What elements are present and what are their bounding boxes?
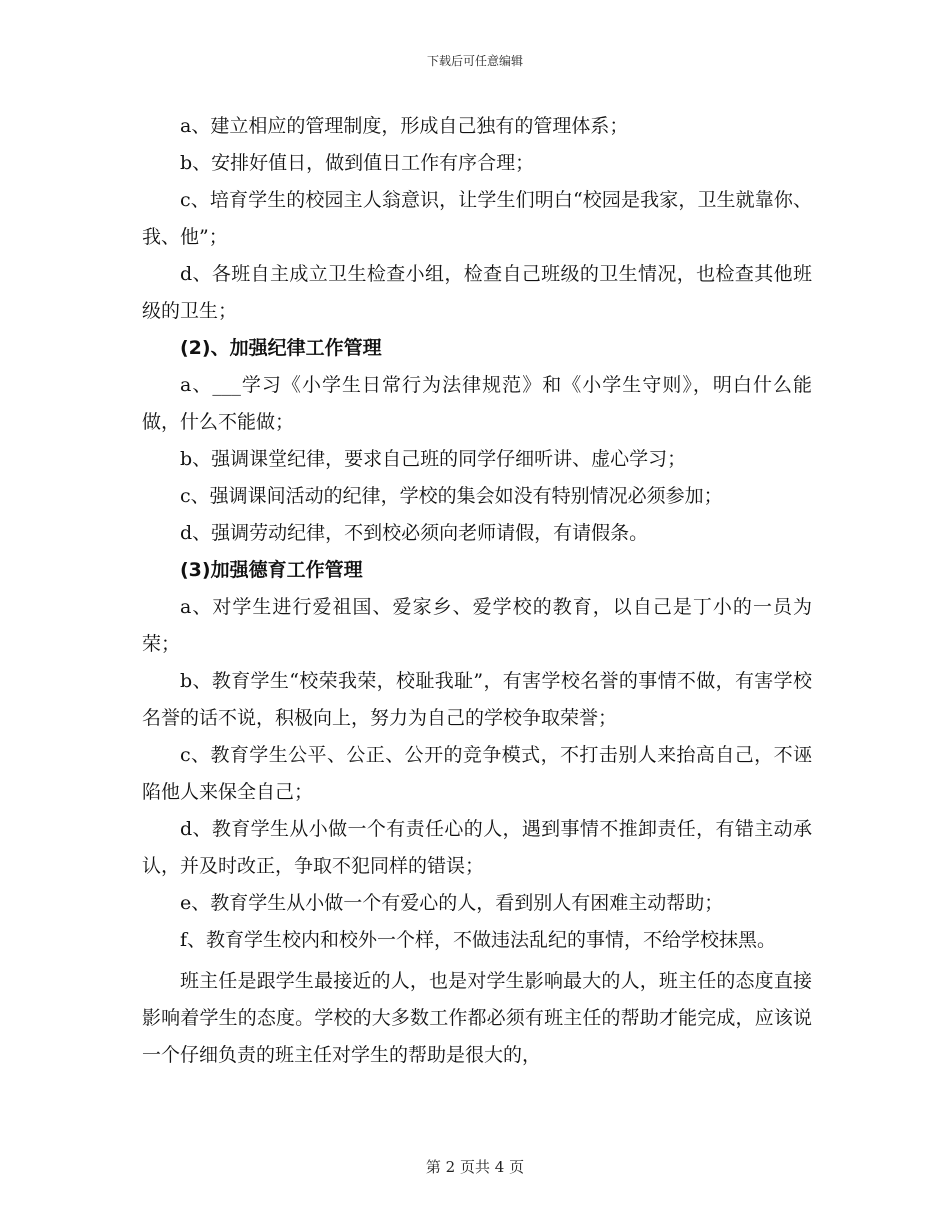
section-heading-moral: (3)加强德育工作管理 [180, 559, 363, 581]
paragraph-moral-b: b、教育学生“校荣我荣，校耻我耻”，有害学校名誉的事情不做，有害学校名誉的话不说，积极向上，努力为自己的学校争取荣誉； [142, 670, 812, 729]
paragraph-sanitation-d: d、各班自主成立卫生检查小组，检查自己班级的卫生情况，也检查其他班级的卫生； [142, 263, 812, 322]
paragraph-moral-f: f、教育学生校内和校外一个样，不做违法乱纪的事情，不给学校抹黑。 [180, 929, 777, 951]
paragraph-sanitation-b: b、安排好值日，做到值日工作有序合理； [180, 152, 535, 174]
paragraph-sanitation-c: c、培育学生的校园主人翁意识，让学生们明白“校园是我家，卫生就靠你、我、他”； [142, 189, 812, 248]
page-number-footer: 第 2 页共 4 页 [425, 1158, 525, 1176]
section-heading-discipline: (2)、加强纪律工作管理 [180, 337, 382, 359]
page-header: 下载后可任意编辑 [426, 54, 523, 68]
document-body [142, 108, 812, 1074]
paragraph-discipline-a: a、___学习《小学生日常行为法律规范》和《小学生守则》，明白什么能做，什么不能做； [142, 374, 812, 433]
paragraph-class-teacher: 班主任是跟学生最接近的人，也是对学生影响最大的人，班主任的态度直接影响着学生的态度。学校的大多数工作都必须有班主任的帮助才能完成，应该说一个仔细负责的班主任对学生的帮助是很大的， [142, 970, 812, 1066]
paragraph-moral-e: e、教育学生从小做一个有爱心的人，看到别人有困难主动帮助； [180, 892, 724, 914]
paragraph-moral-c: c、教育学生公平、公正、公开的竞争模式，不打击别人来抬高自己，不诬陷他人来保全自己； [142, 744, 812, 803]
paragraph-moral-a: a、对学生进行爱祖国、爱家乡、爱学校的教育，以自己是丁小的一员为荣； [142, 596, 812, 655]
paragraph-sanitation-a: a、建立相应的管理制度，形成自己独有的管理体系； [180, 115, 629, 137]
paragraph-discipline-d: d、强调劳动纪律，不到校必须向老师请假，有请假条。 [180, 522, 649, 544]
paragraph-discipline-b: b、强调课堂纪律，要求自己班的同学仔细听讲、虚心学习； [180, 448, 687, 470]
paragraph-discipline-c: c、强调课间活动的纪律，学校的集会如没有特别情况必须参加； [180, 485, 723, 507]
paragraph-moral-d: d、教育学生从小做一个有责任心的人，遇到事情不推卸责任，有错主动承认，并及时改正，争取不犯同样的错误； [142, 818, 812, 877]
